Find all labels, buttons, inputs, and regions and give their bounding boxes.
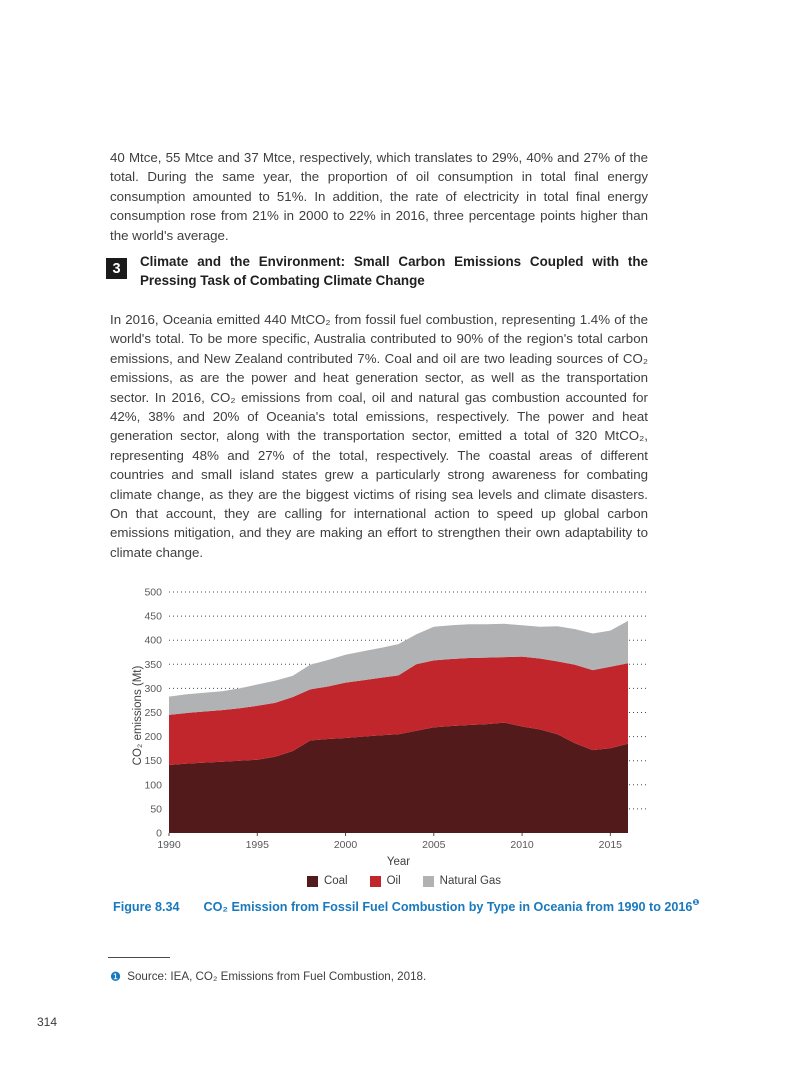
svg-text:2015: 2015 [598,839,623,851]
svg-text:Year: Year [386,856,411,868]
legend-label-natural-gas: Natural Gas [439,875,502,887]
legend-item-coal [307,875,348,887]
footnote-reference-marker: ❶ [692,897,700,907]
legend-swatch-natural-gas [423,876,434,887]
stacked-area-chart [130,585,650,897]
legend-swatch-oil [370,876,381,887]
svg-text:250: 250 [144,707,162,719]
figure-caption [113,897,773,914]
legend-item-natural-gas [423,875,501,887]
section-title: Climate and the Environment: Small Carbon Emissions Coupled with the Pressing Task of Combating Climate Change [140,254,648,288]
svg-text:2000: 2000 [333,839,358,851]
legend-swatch-coal [307,876,318,887]
svg-text:450: 450 [144,610,162,623]
chart-legend [144,875,664,887]
legend-label-coal: Coal [323,875,348,887]
svg-text:1995: 1995 [245,839,269,851]
body-paragraph: 40 Mtce, 55 Mtce and 37 Mtce, respectively, which translates to 29%, 40% and 27% of the total. During the same year, the proportion of oil consumption in total final energy consumption amounted to 51%. In addition, the rate of electricity in total final energy consumption rose from 21% in 2000 to 22% in 2016, three percentage points higher than the world's average. [110,150,648,243]
svg-text:2005: 2005 [422,839,446,851]
svg-text:500: 500 [144,586,162,599]
svg-text:400: 400 [144,634,162,647]
chart-canvas [130,585,650,897]
svg-text:150: 150 [144,755,162,768]
footnote-separator [108,957,170,958]
footnote-text: Source: IEA, CO₂ Emissions from Fuel Combustion, 2018. [127,970,427,983]
svg-text:2010: 2010 [510,839,534,851]
footnote-number-icon: ❶ [110,970,122,984]
figure-title: CO₂ Emission from Fossil Fuel Combustion by Type in Oceania from 1990 to 2016 [203,900,693,914]
svg-text:100: 100 [144,779,162,792]
legend-label-oil: Oil [386,875,401,887]
svg-text:1990: 1990 [157,839,181,851]
figure-label: Figure 8.34 [113,900,180,914]
svg-text:0: 0 [156,827,162,840]
svg-text:300: 300 [144,682,162,695]
page-number: 314 [37,1015,58,1029]
svg-text:CO₂ emissions (Mt): CO₂ emissions (Mt) [132,665,144,766]
svg-text:50: 50 [150,803,162,816]
section-number-badge: 3 [106,258,127,279]
footnote [110,970,650,984]
legend-item-oil [370,875,401,887]
svg-text:200: 200 [144,731,162,744]
svg-text:350: 350 [144,658,162,671]
body-paragraph: In 2016, Oceania emitted 440 MtCO₂ from fossil fuel combustion, representing 1.4% of the world's total. To be more specific, Australia contributed to 90% of the region's total carbon emissions, and New Zealand contributed 7%. Coal and oil are two leading sources of CO₂ emissions, as are the power and heat generation sector, as well as the transportation sector. In 2016, CO₂ emissions from coal, oil and natural gas combustion accounted for 42%, 38% and 20% of Oceania's total emissions, respectively. The power and heat generation sector, along with the transportation sector, emitted a total of 320 MtCO₂, representing 48% and 27% of the total, respectively. The coastal areas of different countries and small island states grew a particularly strong awareness for combating climate change, as they are the biggest victims of rising sea levels and climate disasters. On that account, they are calling for international action to speed up global carbon emissions mitigation, and they are making an effort to strengthen their own adaptability to climate change. [110,312,648,560]
